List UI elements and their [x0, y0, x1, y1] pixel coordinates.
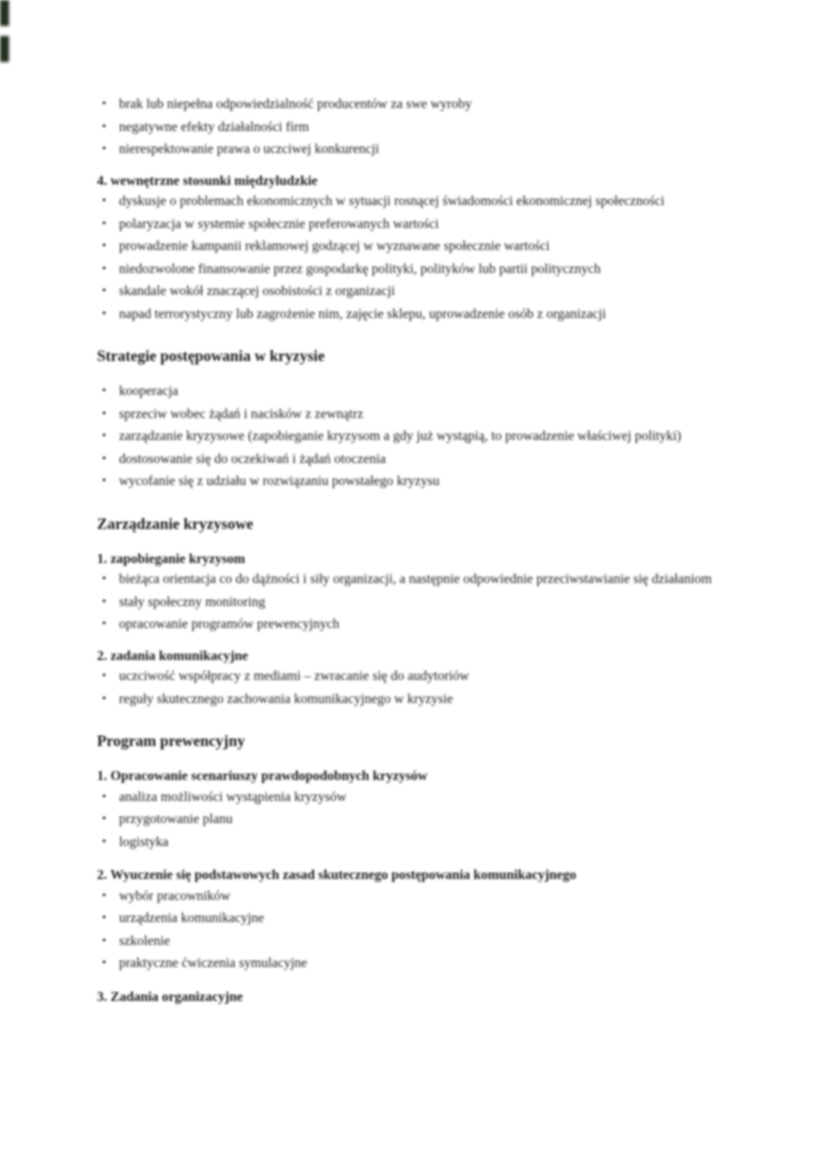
- section-heading: Zarządzanie kryzysowe: [97, 515, 254, 533]
- list-item: [97, 909, 732, 928]
- list-item: [97, 472, 732, 491]
- list-item-text: skandale wokół znaczącej osobistości z organizacji: [119, 283, 396, 298]
- list-item: [97, 593, 732, 612]
- bullet-icon: •: [102, 215, 107, 230]
- list-item-text: kooperacja: [119, 383, 179, 398]
- sub-heading: 2. zadania komunikacyjne: [97, 647, 249, 663]
- bullet-icon: •: [102, 305, 107, 320]
- list-item: [97, 810, 732, 829]
- bullet-icon: •: [102, 955, 107, 969]
- bullet-icon: •: [102, 616, 107, 630]
- list-item: [97, 833, 732, 852]
- list-item: [97, 260, 732, 279]
- list-item-text: nierespektowanie prawa o uczciwej konkurencji: [119, 141, 380, 156]
- list-item-text: niedozwolone finansowanie przez gospodarkę polityki, polityków lub partii politycznych: [119, 260, 601, 276]
- bullet-icon: •: [102, 238, 107, 252]
- bullet-icon: •: [102, 833, 107, 848]
- list-item: [97, 282, 732, 301]
- bullet-icon: •: [102, 193, 107, 207]
- list-item: [97, 192, 732, 211]
- bullet-icon: •: [102, 96, 107, 110]
- bullet-icon: •: [102, 450, 107, 465]
- bullet-icon: •: [102, 141, 107, 155]
- list-item: [97, 215, 732, 234]
- sub-heading: 4. wewnętrzne stosunki międzyludzkie: [97, 172, 318, 188]
- bullet-icon: •: [102, 668, 107, 682]
- list-item: [97, 690, 732, 709]
- list-item: [97, 140, 732, 159]
- list-item: [97, 95, 732, 114]
- bullet-icon: •: [102, 260, 107, 275]
- bullet-list: [97, 667, 732, 708]
- list-item-text: bieżąca orientacja co do dążności i siły organizacji, a następnie odpowiednie przeciwstawianie się działaniom: [119, 571, 712, 586]
- list-item-text: dostosowanie się do oczekiwań i żądań otoczenia: [119, 450, 386, 466]
- bullet-icon: •: [102, 932, 107, 947]
- bullet-list: [97, 788, 732, 852]
- list-item-text: logistyka: [119, 833, 169, 849]
- bullet-icon: •: [102, 887, 107, 902]
- bullet-icon: •: [102, 811, 107, 825]
- list-item-text: brak lub niepełna odpowiedzialność producentów za swe wyroby: [119, 96, 472, 111]
- list-item-text: negatywne efekty działalności firm: [119, 118, 310, 134]
- list-item: [97, 570, 732, 589]
- section-heading: Strategie postępowania w kryzysie: [97, 348, 325, 365]
- bullet-list: [97, 382, 732, 491]
- bullet-icon: •: [102, 571, 107, 585]
- bullet-icon: •: [102, 593, 107, 608]
- list-item: [97, 405, 732, 424]
- numbered-line: 3. Zadania organizacyjne: [97, 988, 243, 1004]
- bullet-list: [97, 192, 732, 323]
- bullet-list: [97, 95, 732, 159]
- list-item: [97, 667, 732, 686]
- list-item-text: zarządzanie kryzysowe (zapobieganie kryzysom a gdy już wystąpią, to prowadzenie właściwej polityki): [119, 428, 682, 443]
- list-item-text: szkolenie: [119, 932, 170, 948]
- edge-mark: [0, 0, 9, 26]
- list-item-text: reguły skutecznego zachowania komunikacyjnego w kryzysie: [119, 690, 454, 706]
- list-item: [97, 382, 732, 401]
- bullet-list: [97, 887, 732, 973]
- list-item-text: praktyczne ćwiczenia symulacyjne: [119, 955, 308, 970]
- document-content: [97, 95, 732, 1008]
- list-item-text: przygotowanie planu: [119, 811, 233, 826]
- list-item: [97, 305, 732, 324]
- list-item-text: stały społeczny monitoring: [119, 593, 266, 609]
- bullet-icon: •: [102, 473, 107, 487]
- numbered-line: 1. Opracowanie scenariuszy prawdopodobnych kryzysów: [97, 768, 428, 783]
- list-item: [97, 932, 732, 951]
- edge-mark: [0, 36, 9, 62]
- list-item: [97, 788, 732, 807]
- bullet-icon: •: [102, 788, 107, 803]
- list-item-text: wycofanie się z udziału w rozwiązaniu powstałego kryzysu: [119, 473, 440, 488]
- list-item-text: dyskusje o problemach ekonomicznych w sytuacji rosnącej świadomości ekonomicznej społeczności: [119, 193, 665, 208]
- list-item: [97, 118, 732, 137]
- list-item: [97, 450, 732, 469]
- bullet-icon: •: [102, 118, 107, 133]
- bullet-icon: •: [102, 383, 107, 397]
- sub-heading: 1. zapobieganie kryzysom: [97, 550, 246, 566]
- bullet-list: [97, 570, 732, 634]
- numbered-line: 2. Wyuczenie się podstawowych zasad skutecznego postępowania komunikacyjnego: [97, 867, 577, 882]
- bullet-icon: •: [102, 283, 107, 297]
- list-item: [97, 237, 732, 256]
- list-item-text: analiza możliwości wystąpienia kryzysów: [119, 788, 347, 804]
- list-item: [97, 887, 732, 906]
- list-item-text: uczciwość współpracy z mediami – zwracanie się do audytoriów: [119, 668, 470, 683]
- bullet-icon: •: [102, 405, 107, 420]
- bullet-icon: •: [102, 690, 107, 705]
- list-item-text: polaryzacja w systemie społecznie preferowanych wartości: [119, 215, 439, 231]
- list-item-text: prowadzenie kampanii reklamowej godzącej w wyznawane społecznie wartości: [119, 238, 550, 253]
- list-item-text: wybór pracowników: [119, 887, 231, 903]
- list-item: [97, 954, 732, 973]
- list-item-text: sprzeciw wobec żądań i nacisków z zewnątrz: [119, 405, 364, 421]
- list-item-text: opracowanie programów prewencyjnych: [119, 616, 340, 631]
- list-item: [97, 427, 732, 446]
- list-item-text: napad terrorystyczny lub zagrożenie nim, zajęcie sklepu, uprowadzenie osób z organizacji: [119, 305, 607, 321]
- list-item: [97, 615, 732, 634]
- list-item-text: urządzenia komunikacyjne: [119, 910, 265, 925]
- bullet-icon: •: [102, 910, 107, 924]
- section-heading: Program prewencyjny: [97, 733, 245, 750]
- bullet-icon: •: [102, 428, 107, 442]
